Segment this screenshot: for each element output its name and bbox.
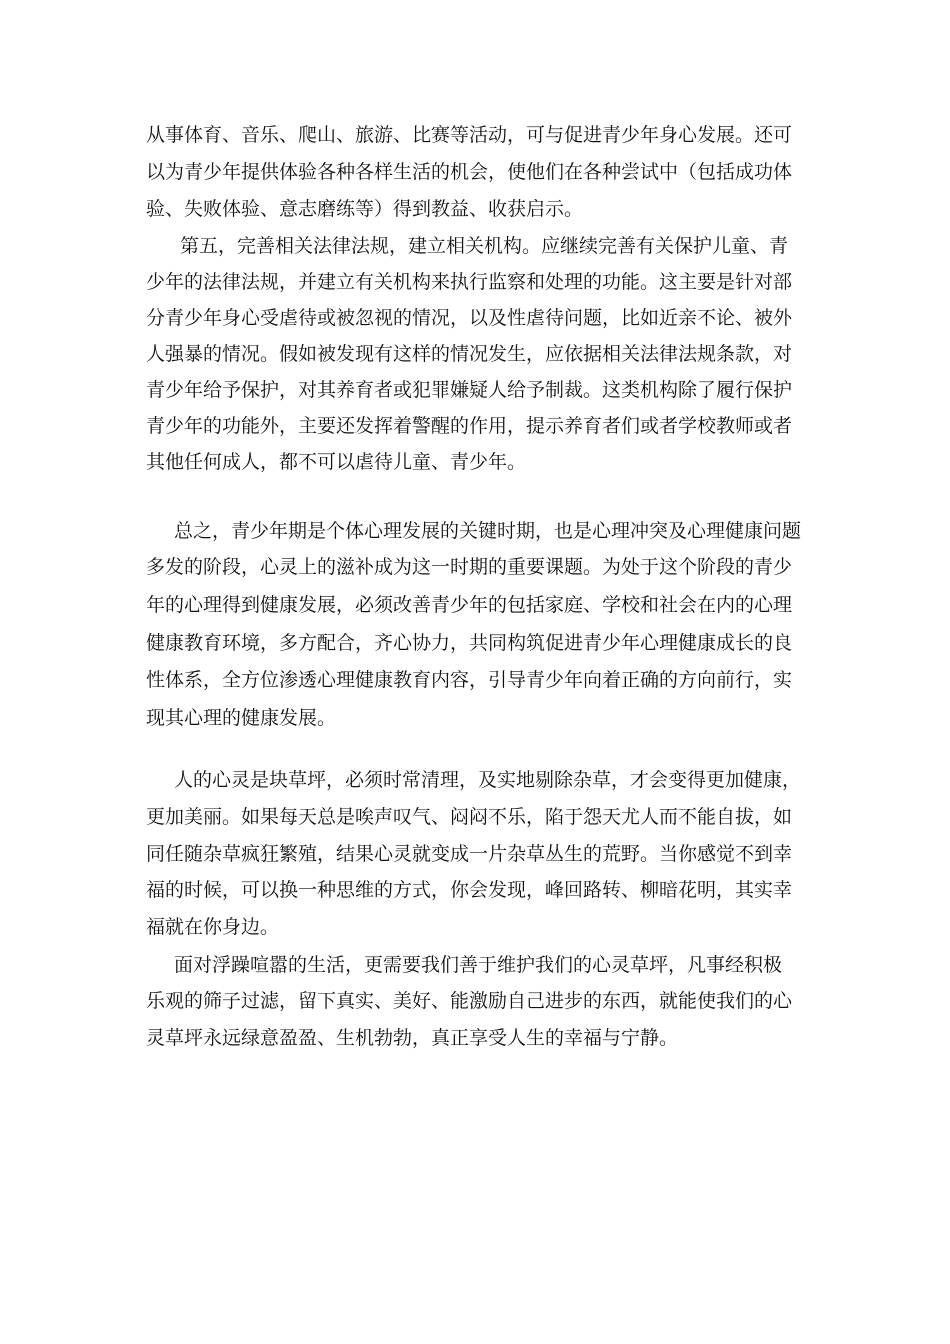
text-line: 以为青少年提供体验各种各样生活的机会，使他们在各种尝试中（包括成功体 (146, 161, 793, 183)
text-line: 健康教育环境，多方配合，齐心协力，共同构筑促进青少年心理健康成长的良 (146, 632, 793, 654)
text-line: 青少年的功能外，主要还发挥着警醒的作用，提示养育者们或者学校教师或者 (146, 415, 793, 437)
text-line: 性体系，全方位渗透心理健康教育内容，引导青少年向着正确的方向前行，实 (146, 669, 793, 691)
text-line: 现其心理的健康发展。 (146, 707, 337, 729)
paragraph-continued (146, 123, 806, 233)
paragraph-lawn (146, 768, 826, 948)
text-line: 其他任何成人，都不可以虐待儿童、青少年。 (146, 451, 527, 473)
text-line: 人的心灵是块草坪，必须时常清理，及实地剔除杂草，才会变得更加健康， (174, 769, 802, 791)
text-line: 同任随杂草疯狂繁殖，结果心灵就变成一片杂草丛生的荒野。当你感觉不到幸 (146, 843, 793, 865)
text-line: 验、失败体验、意志磨练等）得到教益、收获启示。 (146, 198, 584, 220)
text-line: 人强暴的情况。假如被发现有这样的情况发生，应依据相关法律法规条款，对 (146, 343, 793, 365)
text-line: 分青少年身心受虐待或被忽视的情况，以及性虐待问题，比如近亲不论、被外 (146, 307, 793, 329)
text-line: 少年的法律法规，并建立有关机构来执行监察和处理的功能。这主要是针对部 (146, 271, 793, 293)
text-line: 多发的阶段，心灵上的滋补成为这一时期的重要课题。为处于这个阶段的青少 (146, 556, 793, 578)
paragraph-section-five (146, 234, 806, 494)
text-line: 乐观的筛子过滤，留下真实、美好、能激励自己进步的东西，就能使我们的心 (146, 990, 793, 1012)
text-line: 福的时候，可以换一种思维的方式，你会发现，峰回路转、柳暗花明，其实幸 (146, 879, 793, 901)
text-line: 福就在你身边。 (146, 916, 280, 938)
text-line: 年的心理得到健康发展，必须改善青少年的包括家庭、学校和社会在内的心理 (146, 594, 793, 616)
paragraph-closing (146, 953, 826, 1063)
text-line: 总之，青少年期是个体心理发展的关键时期，也是心理冲突及心理健康问题 (174, 520, 802, 542)
text-line: 灵草坪永远绿意盈盈、生机勃勃，真正享受人生的幸福与宁静。 (146, 1027, 679, 1049)
text-line: 面对浮躁喧嚣的生活，更需要我们善于维护我们的心灵草坪，凡事经积极 (174, 954, 783, 976)
text-line: 青少年给予保护，对其养育者或犯罪嫌疑人给予制裁。这类机构除了履行保护 (146, 379, 793, 401)
text-line: 从事体育、音乐、爬山、旅游、比赛等活动，可与促进青少年身心发展。还可 (146, 124, 793, 146)
text-line: 第五，完善相关法律法规，建立相关机构。应继续完善有关保护儿童、青 (180, 235, 789, 257)
paragraph-summary (146, 519, 826, 749)
text-line: 更加美丽。如果每天总是唉声叹气、闷闷不乐，陷于怨天尤人而不能自拔，如 (146, 806, 793, 828)
